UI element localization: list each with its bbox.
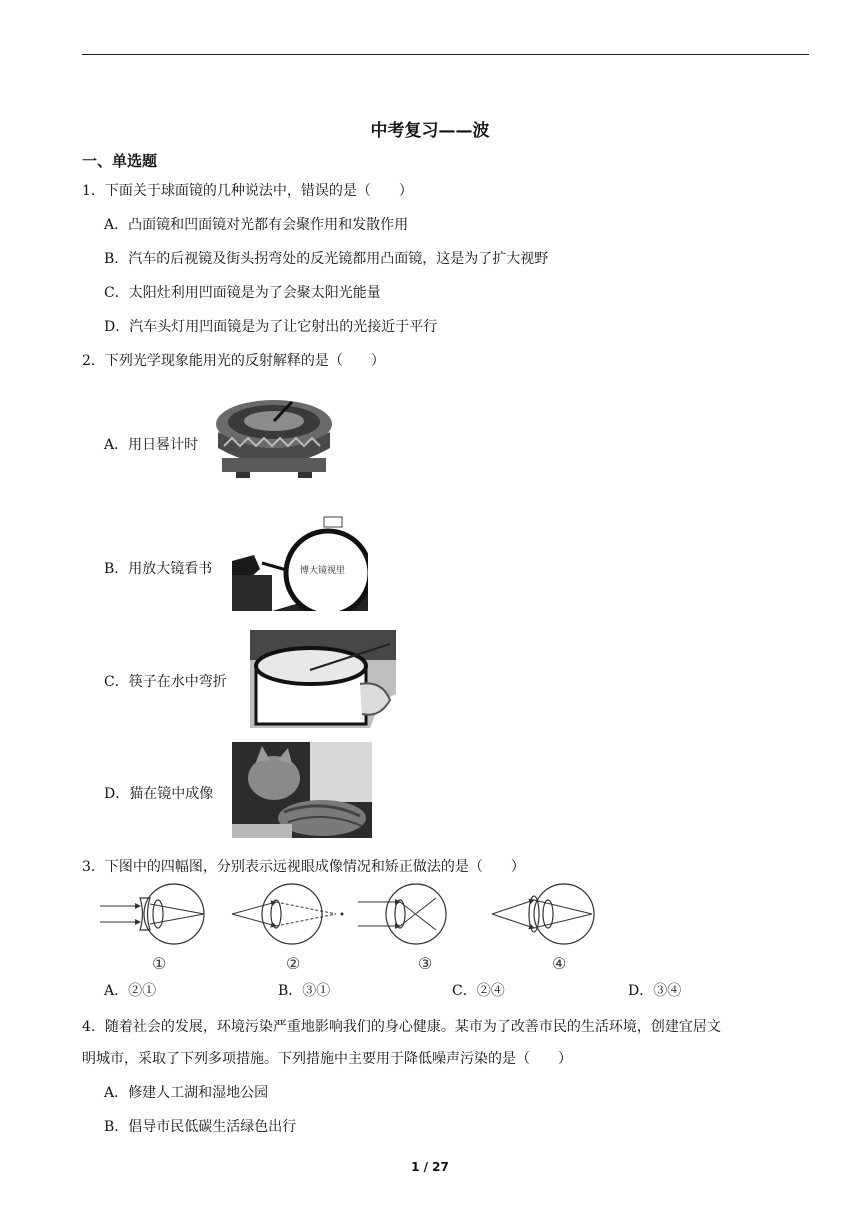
section-heading: 一、单选题 (82, 152, 158, 170)
question-2-option-c: C．筷子在水中弯折 (104, 674, 227, 690)
question-2-option-b: B．用放大镜看书 (104, 561, 213, 577)
document-title: 中考复习——波 (370, 121, 490, 141)
question-4-stem-line-1: 4．随着社会的发展，环境污染严重地影响我们的身心健康。某市为了改善市民的生活环境，创建宜居文 (82, 1019, 721, 1035)
chopsticks-water-photo (250, 630, 396, 728)
eye-diagrams-figure (96, 878, 600, 956)
question-3-stem: 3．下图中的四幅图，分别表示远视眼成像情况和矫正做法的是（ ） (82, 859, 525, 875)
question-2-option-a: A．用日晷计时 (104, 437, 199, 453)
cat-mirror-photo (232, 742, 372, 838)
question-2-option-d: D．猫在镜中成像 (104, 786, 214, 802)
question-4-stem-line-2: 明城市，采取了下列多项措施。下列措施中主要用于降低噪声污染的是（ ） (82, 1051, 572, 1067)
question-3-option-d: D．③④ (628, 983, 682, 999)
question-1-option-c: C．太阳灶利用凹面镜是为了会聚太阳光能量 (104, 285, 381, 301)
figure-label-2: ② (286, 954, 301, 973)
question-3-option-a: A．②① (104, 983, 157, 999)
figure-label-4: ④ (552, 954, 567, 973)
magnifier-text: 博大镜视里 (300, 566, 346, 576)
eye-diagram-1 (100, 884, 204, 944)
question-1-option-d: D．汽车头灯用凹面镜是为了让它射出的光接近于平行 (104, 319, 438, 335)
question-1-stem: 1．下面关于球面镜的几种说法中，错误的是（ ） (82, 183, 413, 199)
eye-diagram-3 (358, 884, 446, 944)
figure-label-1: ① (152, 954, 167, 973)
question-4-option-b: B．倡导市民低碳生活绿色出行 (104, 1119, 297, 1135)
question-4-option-a: A．修建人工湖和湿地公园 (104, 1085, 269, 1101)
magnifier-photo (232, 513, 368, 611)
question-3-option-c: C．②④ (452, 983, 505, 999)
page-number: 1 / 27 (411, 1160, 449, 1174)
sundial-photo (212, 388, 336, 480)
question-1-option-a: A．凸面镜和凹面镜对光都有会聚作用和发散作用 (104, 217, 409, 233)
eye-diagram-2 (232, 884, 344, 944)
header-rule (82, 54, 809, 55)
figure-label-3: ③ (418, 954, 433, 973)
question-1-option-b: B．汽车的后视镜及街头拐弯处的反光镜都用凸面镜，这是为了扩大视野 (104, 251, 549, 267)
question-2-stem: 2．下列光学现象能用光的反射解释的是（ ） (82, 353, 385, 369)
eye-diagram-4 (492, 884, 594, 944)
question-3-option-b: B．③① (278, 983, 331, 999)
